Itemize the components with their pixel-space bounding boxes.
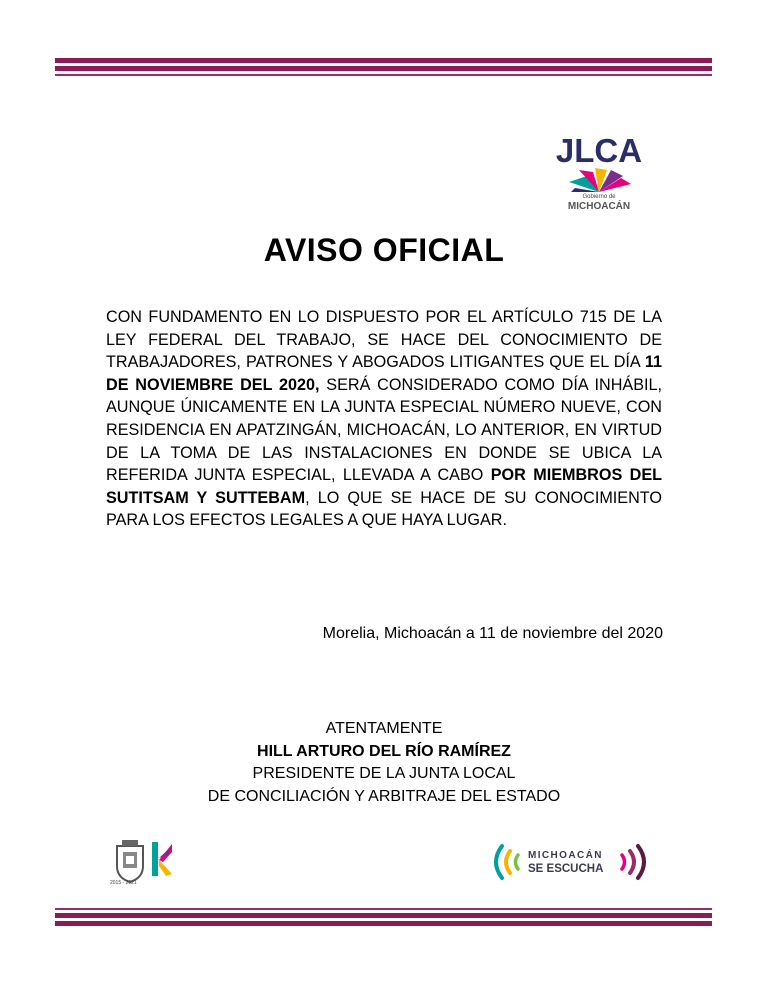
state-seal-icon (113, 838, 147, 884)
slogan-line-1: MICHOACÁN (528, 850, 603, 861)
footer-stripe (55, 913, 712, 918)
sound-waves-icon (488, 842, 652, 882)
notice-title: AVISO OFICIAL (263, 232, 505, 268)
body-text-1: CON FUNDAMENTO EN LO DISPUESTO POR EL ARTÍCULO 715 DE LA LEY FEDERAL DEL TRABAJO, SE HACE DEL CONOCIMIENTO DE TRABAJADORES, PATRONES Y ABOGADOS LITIGANTES QUE EL DÍA (106, 308, 662, 372)
body-text-3: , LO QUE SE HACE DE SU CONOCIMIENTO PARA LOS EFECTOS LEGALES A QUE HAYA LUGAR. (106, 488, 662, 530)
body-actors: POR MIEMBROS DEL SUTITSAM Y SUTTEBAM (106, 466, 663, 507)
jlca-gobierno-text: Gobierno de (582, 194, 616, 200)
jlca-logo (548, 134, 650, 218)
jlca-burst-icon (565, 168, 633, 194)
signature-closing: ATENTAMENTE (325, 720, 443, 737)
seal-caption: 2015 - 2021 (110, 880, 137, 886)
header-stripe (55, 66, 712, 71)
k-logo-icon (150, 840, 174, 878)
header-stripe-thin (55, 74, 712, 76)
notice-body (106, 306, 662, 532)
signatory-name: HILL ARTURO DEL RÍO RAMÍREZ (257, 742, 511, 760)
signature-block (0, 718, 768, 808)
footer-band (55, 908, 712, 929)
michoacan-se-escucha-logo (488, 842, 652, 882)
body-text-2: SERÁ CONSIDERADO COMO DÍA INHÁBIL, AUNQUE ÚNICAMENTE EN LA JUNTA ESPECIAL NÚMERO NUEVE, CON RESIDENCIA EN APATZINGÁN, MICHOACÁN, LO ANTERIOR, EN VIRTUD DE LA TOMA DE LAS INSTALACIONES EN DONDE SE UBICA LA REFERIDA JUNTA ESPECIAL, LLEVADA A CABO (106, 375, 662, 485)
signatory-position-1: PRESIDENTE DE LA JUNTA LOCAL (252, 765, 516, 782)
place-date: Morelia, Michoacán a 11 de noviembre del 2020 (322, 625, 663, 642)
slogan-line-2: SE ESCUCHA (528, 863, 604, 875)
jlca-acronym: JLCA (555, 132, 643, 169)
header-stripe (55, 58, 712, 63)
jlca-state-text: MICHOACÁN (567, 201, 631, 212)
footer-stripe (55, 921, 712, 926)
signatory-position-2: DE CONCILIACIÓN Y ARBITRAJE DEL ESTADO (207, 787, 561, 805)
footer-stripe-thin (55, 908, 712, 910)
header-band (55, 58, 712, 79)
body-date: 11 DE NOVIEMBRE DEL 2020, (106, 353, 662, 394)
